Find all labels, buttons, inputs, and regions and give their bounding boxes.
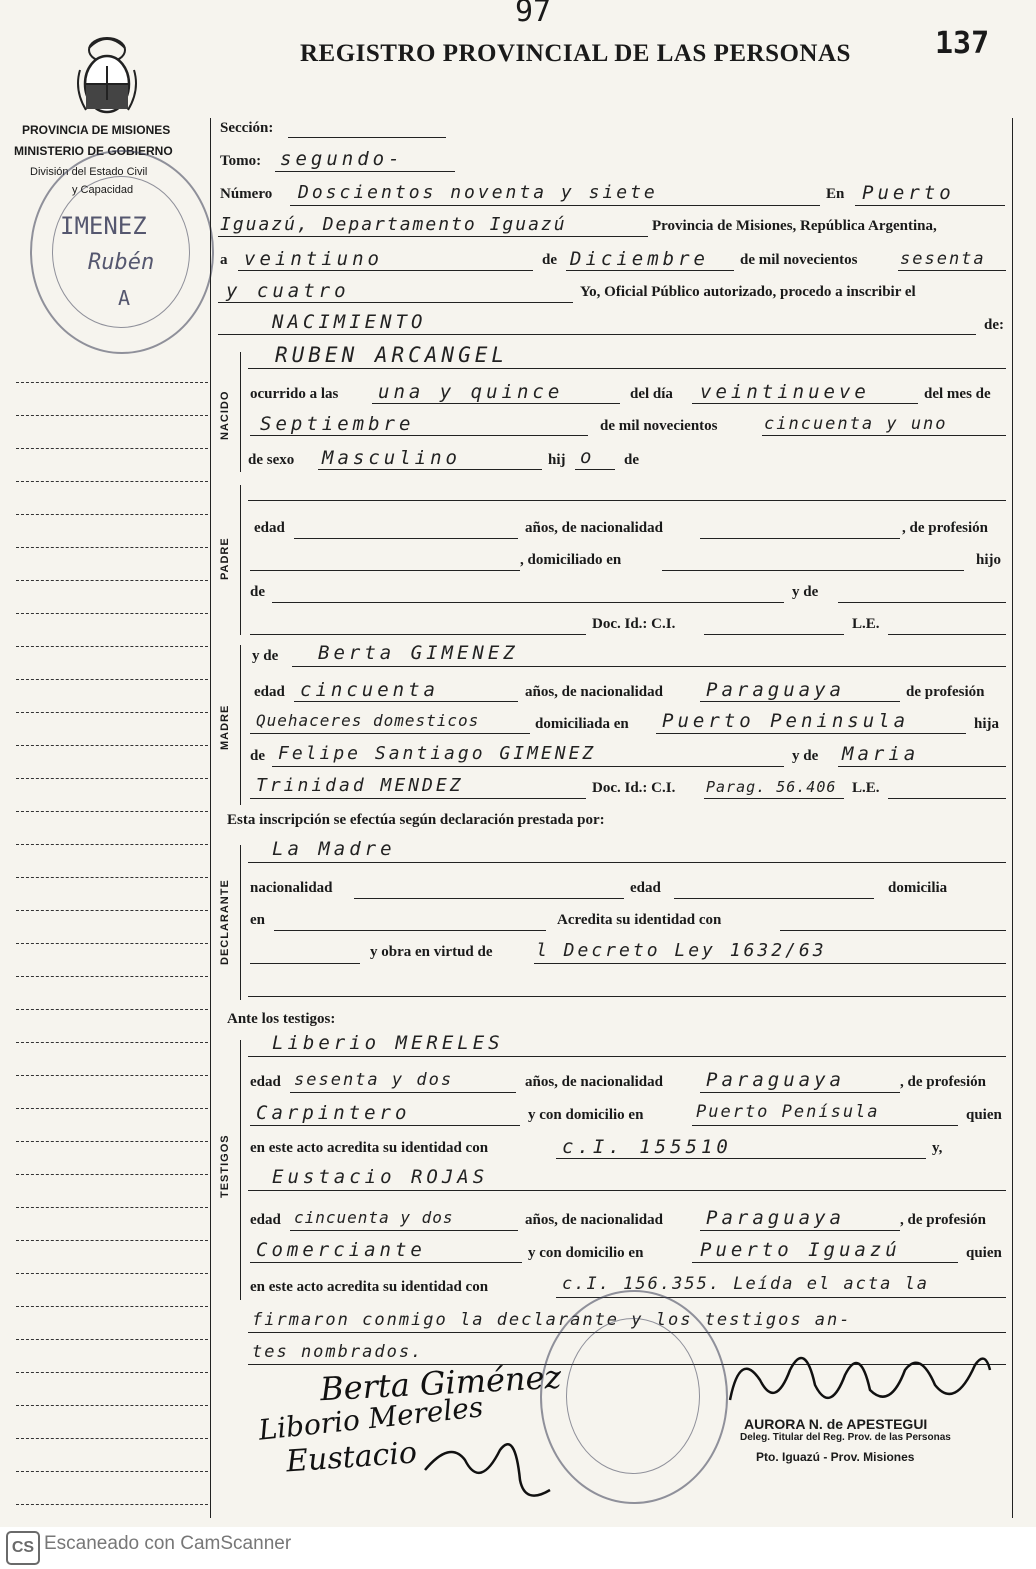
- madre-nacionalidad-line: [700, 701, 900, 702]
- del-mes-label: del mes de: [924, 386, 991, 402]
- tomo-line: [275, 171, 455, 172]
- testigo-1-line: [248, 1056, 1006, 1057]
- margin-rule-line: [16, 1207, 208, 1208]
- madre-edad-value: cincuenta: [300, 679, 439, 701]
- madre-le-line: [888, 798, 1006, 799]
- section-label-nacido: NACIDO: [219, 390, 231, 440]
- testigo-2-nacionalidad-value: Paraguaya: [706, 1207, 845, 1229]
- declarante-bracket: [240, 845, 241, 1000]
- lugar-line: [218, 236, 648, 237]
- hora-value: una y quince: [378, 381, 564, 403]
- padre-profesion-label: , de profesión: [902, 520, 988, 536]
- testigo-2-nombre: Eustacio ROJAS: [272, 1166, 489, 1188]
- testigo-1-edad-line: [290, 1092, 516, 1093]
- declarante-obra-value: l Decreto Ley 1632/63: [536, 940, 827, 961]
- margin-rule-line: [16, 1042, 208, 1043]
- issuer-division: División del Estado Civil: [30, 166, 148, 178]
- margin-rule-line: [16, 514, 208, 515]
- padre-le-line: [888, 634, 1006, 635]
- anio-nac-line: [762, 435, 1006, 436]
- mes-nac-line: [250, 435, 588, 436]
- testigo-2-edad-value: cincuenta y dos: [294, 1208, 454, 1227]
- firma-testigo-2: Eustacio: [284, 1435, 419, 1480]
- testigo-2-domicilio-line: [692, 1262, 958, 1263]
- madre-padre-value: Felipe Santiago GIMENEZ: [278, 743, 597, 764]
- margin-rule-line: [16, 1108, 208, 1109]
- margin-rule-line: [16, 943, 208, 944]
- testigo-1-domicilio-value: Puerto Penísula: [696, 1102, 880, 1122]
- stamp-name-1: IMENEZ: [60, 212, 147, 240]
- padre-profesion-line: [250, 570, 520, 571]
- margin-rule-line: [16, 1306, 208, 1307]
- mes-line: [566, 270, 734, 271]
- madre-bracket: [240, 645, 241, 805]
- folio-number: 137: [935, 26, 990, 61]
- ocurrido-label: ocurrido a las: [250, 386, 339, 402]
- declarante-pre-obra-line: [250, 963, 360, 964]
- issuer-ministry: MINISTERIO DE GOBIERNO: [14, 144, 173, 158]
- margin-rule-line: [16, 1438, 208, 1439]
- padre-doc-label: Doc. Id.: C.I.: [592, 616, 676, 632]
- scanner-caption: Escaneado con CamScanner: [44, 1533, 292, 1554]
- margin-rule-line: [16, 547, 208, 548]
- mil-novecientos-text: de mil novecientos: [740, 252, 858, 268]
- oficial-cargo: Deleg. Titular del Reg. Prov. de las Personas: [740, 1432, 951, 1443]
- margin-rule-line: [16, 778, 208, 779]
- madre-madre-value-2: Trinidad MENDEZ: [256, 775, 464, 796]
- madre-madre-line: [838, 766, 1006, 767]
- padre-anios-label: años, de nacionalidad: [525, 520, 663, 536]
- testigo-2-profesion-value: Comerciante: [256, 1239, 426, 1261]
- mil-nac-label: de mil novecientos: [600, 418, 718, 434]
- declarante-obra-line: [534, 963, 1006, 964]
- testigo-2-quien-label: quien: [966, 1245, 1002, 1261]
- dia-nac-line: [692, 403, 918, 404]
- official-seal-stamp-inner: [566, 1318, 700, 1474]
- margin-rule-line: [16, 481, 208, 482]
- stamp-name-3: A: [118, 286, 131, 310]
- acto-line: [218, 334, 976, 335]
- margin-rule-line: [16, 382, 208, 383]
- anio-line-2: [218, 302, 573, 303]
- hij-line: [575, 469, 615, 470]
- madre-y-de-label: y de: [252, 648, 279, 664]
- margin-rule-line: [16, 1471, 208, 1472]
- madre-doc-label: Doc. Id.: C.I.: [592, 780, 676, 796]
- margin-rule-line: [16, 646, 208, 647]
- cierre-text-2: tes nombrados.: [252, 1342, 424, 1362]
- declarante-edad-label: edad: [630, 880, 661, 896]
- padre-de-label: de: [250, 584, 265, 600]
- section-label-testigos: TESTIGOS: [219, 1134, 231, 1198]
- testigos-bracket: [240, 1040, 241, 1300]
- margin-rule-line: [16, 448, 208, 449]
- declarante-acredita-label: Acredita su identidad con: [557, 912, 722, 928]
- issuer-province: PROVINCIA DE MISIONES: [22, 123, 171, 137]
- anio-line-1: [898, 270, 1006, 271]
- firma-testigo-1: Liborio Mereles: [256, 1390, 485, 1447]
- declarante-line: [248, 862, 1006, 863]
- madre-profesion-value: Quehaceres domesticos: [256, 711, 480, 730]
- testigo-1-doc-line: [556, 1158, 926, 1159]
- padre-le-label: L.E.: [852, 616, 880, 632]
- firma-oficial-scribble: [720, 1340, 1000, 1420]
- declarante-value: La Madre: [272, 838, 396, 860]
- madre-doc-value: Parag. 56.406: [706, 778, 837, 796]
- testigo-1-profesion-value: Carpintero: [256, 1102, 411, 1124]
- lugar-value: Iguazú, Departamento Iguazú: [220, 214, 567, 235]
- testigo-1-nacionalidad-line: [700, 1092, 900, 1093]
- testigo-2-doc-value: c.I. 156.355. Leída el acta la: [562, 1274, 930, 1294]
- testigo-1-acredita-label: en este acto acredita su identidad con: [250, 1140, 489, 1156]
- padre-nombre-line: [248, 500, 1006, 501]
- section-label-declarante: DECLARANTE: [219, 879, 231, 965]
- madre-hija-label: hija: [974, 716, 1000, 732]
- testigo-1-quien-label: quien: [966, 1107, 1002, 1123]
- seccion-label: Sección:: [220, 120, 274, 136]
- mes-nac-value: Septiembre: [260, 413, 415, 435]
- declarante-nacionalidad-label: nacionalidad: [250, 880, 333, 896]
- padre-doc-line: [704, 634, 844, 635]
- firma-testigo-2-flourish: [420, 1430, 560, 1510]
- margin-rule-line: [16, 1009, 208, 1010]
- section-label-padre: PADRE: [219, 537, 231, 580]
- en-line: [855, 205, 1005, 206]
- stamp-name-2: Rubén: [88, 250, 155, 275]
- declarante-acredita-line: [780, 930, 1006, 931]
- madre-domicilio-value: Puerto Peninsula: [662, 710, 910, 732]
- margin-rule-line: [16, 1273, 208, 1274]
- seccion-line: [288, 137, 446, 138]
- testigo-2-domicilio-value: Puerto Iguazú: [700, 1239, 901, 1261]
- tomo-label: Tomo:: [220, 153, 262, 169]
- nacido-nombre: RUBEN ARCANGEL: [275, 343, 509, 367]
- padre-nacionalidad-line: [700, 538, 900, 539]
- section-label-madre: MADRE: [219, 704, 231, 750]
- testigo-1-edad-label: edad: [250, 1074, 281, 1090]
- testigo-2-domicilio-label: y con domicilio en: [528, 1245, 644, 1261]
- madre-y-de-2: y de: [792, 748, 819, 764]
- madre-anios-label: años, de nacionalidad: [525, 684, 663, 700]
- madre-madre-value-1: Maria: [842, 743, 920, 765]
- anio-value-2: y cuatro: [226, 280, 350, 302]
- oficial-lugar: Pto. Iguazú - Prov. Misiones: [756, 1450, 915, 1464]
- margin-rule-line: [16, 1174, 208, 1175]
- sexo-line: [318, 469, 542, 470]
- margin-rule-line: [16, 745, 208, 746]
- numero-value: Doscientos noventa y siete: [298, 182, 658, 203]
- padre-abuela-line: [838, 602, 1006, 603]
- coat-of-arms-icon: [74, 30, 140, 122]
- provincia-text: Provincia de Misiones, República Argentina,: [652, 218, 937, 234]
- margin-rule-line: [16, 1405, 208, 1406]
- declarante-edad-line: [674, 898, 874, 899]
- padre-domicilio-line: [662, 570, 964, 571]
- margin-rule-line: [16, 580, 208, 581]
- declaracion-intro: Esta inscripción se efectúa según declaración prestada por:: [227, 812, 605, 828]
- madre-madre-line-2: [250, 798, 586, 799]
- madre-doc-line: [704, 798, 844, 799]
- a-label: a: [220, 252, 228, 268]
- madre-domiciliada-label: domiciliada en: [535, 716, 629, 732]
- testigo-2-profesion-label: , de profesión: [900, 1212, 986, 1228]
- en-label: En: [826, 186, 845, 202]
- main-frame-left: [210, 118, 211, 1518]
- margin-rule-line: [16, 1240, 208, 1241]
- cierre-text-1: firmaron conmigo la declarante y los testigos an-: [252, 1310, 852, 1330]
- dia-nac-value: veintinueve: [700, 381, 870, 403]
- margin-rule-line: [16, 613, 208, 614]
- document-title: REGISTRO PROVINCIAL DE LAS PERSONAS: [300, 40, 851, 67]
- margin-rule-line: [16, 877, 208, 878]
- margin-rule-line: [16, 976, 208, 977]
- margin-rule-line: [16, 712, 208, 713]
- padre-edad-label: edad: [254, 520, 285, 536]
- del-dia-label: del día: [630, 386, 673, 402]
- declarante-domicilio-line: [274, 930, 546, 931]
- testigo-1-profesion-label: , de profesión: [900, 1074, 986, 1090]
- madre-nombre: Berta GIMENEZ: [318, 642, 519, 664]
- margin-rule-line: [16, 679, 208, 680]
- camscanner-logo-icon: CS: [6, 1531, 40, 1565]
- padre-edad-line: [294, 538, 518, 539]
- declarante-obra-label: y obra en virtud de: [370, 944, 493, 960]
- margin-rule-line: [16, 1372, 208, 1373]
- margin-rule-line: [16, 415, 208, 416]
- madre-edad-label: edad: [254, 684, 285, 700]
- testigo-1-doc-value: c.I. 155510: [562, 1136, 732, 1158]
- de-colon: de:: [984, 317, 1004, 333]
- padre-abuela-line-2: [250, 634, 586, 635]
- padre-domiciliado-label: , domiciliado en: [520, 552, 622, 568]
- testigo-2-line: [248, 1190, 1006, 1191]
- numero-label: Número: [220, 186, 273, 202]
- madre-de-label: de: [250, 748, 265, 764]
- margin-rule-line: [16, 1339, 208, 1340]
- margin-rule-line: [16, 1141, 208, 1142]
- testigo-1-nacionalidad-value: Paraguaya: [706, 1069, 845, 1091]
- anio-nac-value: cincuenta y uno: [764, 414, 948, 434]
- testigo-1-profesion-line: [250, 1125, 520, 1126]
- madre-le-label: L.E.: [852, 780, 880, 796]
- testigo-1-domicilio-label: y con domicilio en: [528, 1107, 644, 1123]
- testigo-2-edad-label: edad: [250, 1212, 281, 1228]
- mes-value: Diciembre: [570, 248, 709, 270]
- sexo-value: Masculino: [322, 447, 461, 469]
- madre-nacionalidad-value: Paraguaya: [706, 679, 845, 701]
- yo-oficial-text: Yo, Oficial Público autorizado, procedo a inscribir el: [580, 284, 916, 300]
- page-number: 97: [515, 0, 552, 29]
- declarante-en-label: en: [250, 912, 265, 928]
- madre-edad-line: [294, 701, 518, 702]
- margin-rule-line: [16, 910, 208, 911]
- testigo-1-nombre: Liberio MERELES: [272, 1032, 504, 1054]
- testigo-2-anios-label: años, de nacionalidad: [525, 1212, 663, 1228]
- testigo-2-nacionalidad-line: [700, 1230, 900, 1231]
- madre-nombre-line: [292, 666, 1006, 667]
- testigo-2-acredita-label: en este acto acredita su identidad con: [250, 1279, 489, 1295]
- nacido-bracket: [240, 352, 241, 472]
- padre-y-de-label: y de: [792, 584, 819, 600]
- en-value: Puerto: [862, 182, 955, 204]
- margin-rule-line: [16, 844, 208, 845]
- hij-value: o: [580, 446, 596, 468]
- sexo-label: de sexo: [248, 452, 295, 468]
- nacido-nombre-line: [248, 368, 1006, 369]
- margin-rule-line: [16, 1075, 208, 1076]
- declarante-nacionalidad-line: [354, 898, 624, 899]
- madre-domicilio-line: [656, 733, 966, 734]
- testigo-2-edad-line: [290, 1230, 518, 1231]
- margin-rule-line: [16, 1504, 208, 1505]
- acto-value: NACIMIENTO: [272, 311, 427, 333]
- testigo-1-y-label: y,: [932, 1140, 943, 1156]
- testigo-1-domicilio-line: [692, 1125, 958, 1126]
- margin-rule-line: [16, 811, 208, 812]
- dia-line: [238, 270, 533, 271]
- main-frame-right: [1012, 118, 1013, 1518]
- anio-value-1: sesenta: [900, 249, 986, 269]
- declarante-extra-line: [248, 996, 1006, 997]
- madre-profesion-line: [250, 733, 530, 734]
- padre-hijo-label: hijo: [976, 552, 1002, 568]
- de-label: de: [542, 252, 557, 268]
- tomo-value: segundo-: [280, 148, 404, 170]
- madre-padre-line: [272, 766, 784, 767]
- declarante-domicilia-label: domicilia: [888, 880, 948, 896]
- madre-profesion-label: de profesión: [906, 684, 985, 700]
- testigos-intro: Ante los testigos:: [227, 1011, 336, 1027]
- padre-abuelo-line: [272, 602, 784, 603]
- testigo-1-edad-value: sesenta y dos: [294, 1070, 454, 1090]
- testigo-1-anios-label: años, de nacionalidad: [525, 1074, 663, 1090]
- nacido-de-label: de: [624, 452, 639, 468]
- oficial-nombre: AURORA N. de APESTEGUI: [744, 1416, 928, 1432]
- numero-line: [290, 205, 820, 206]
- testigo-2-profesion-line: [250, 1262, 522, 1263]
- hora-line: [372, 403, 620, 404]
- dia-value: veintiuno: [244, 248, 383, 270]
- issuer-capacity: y Capacidad: [72, 184, 134, 196]
- hij-label: hij: [548, 452, 566, 468]
- scanner-footer: [0, 1527, 1036, 1569]
- firma-madre: Berta Giménez: [319, 1357, 563, 1409]
- padre-bracket: [240, 485, 241, 635]
